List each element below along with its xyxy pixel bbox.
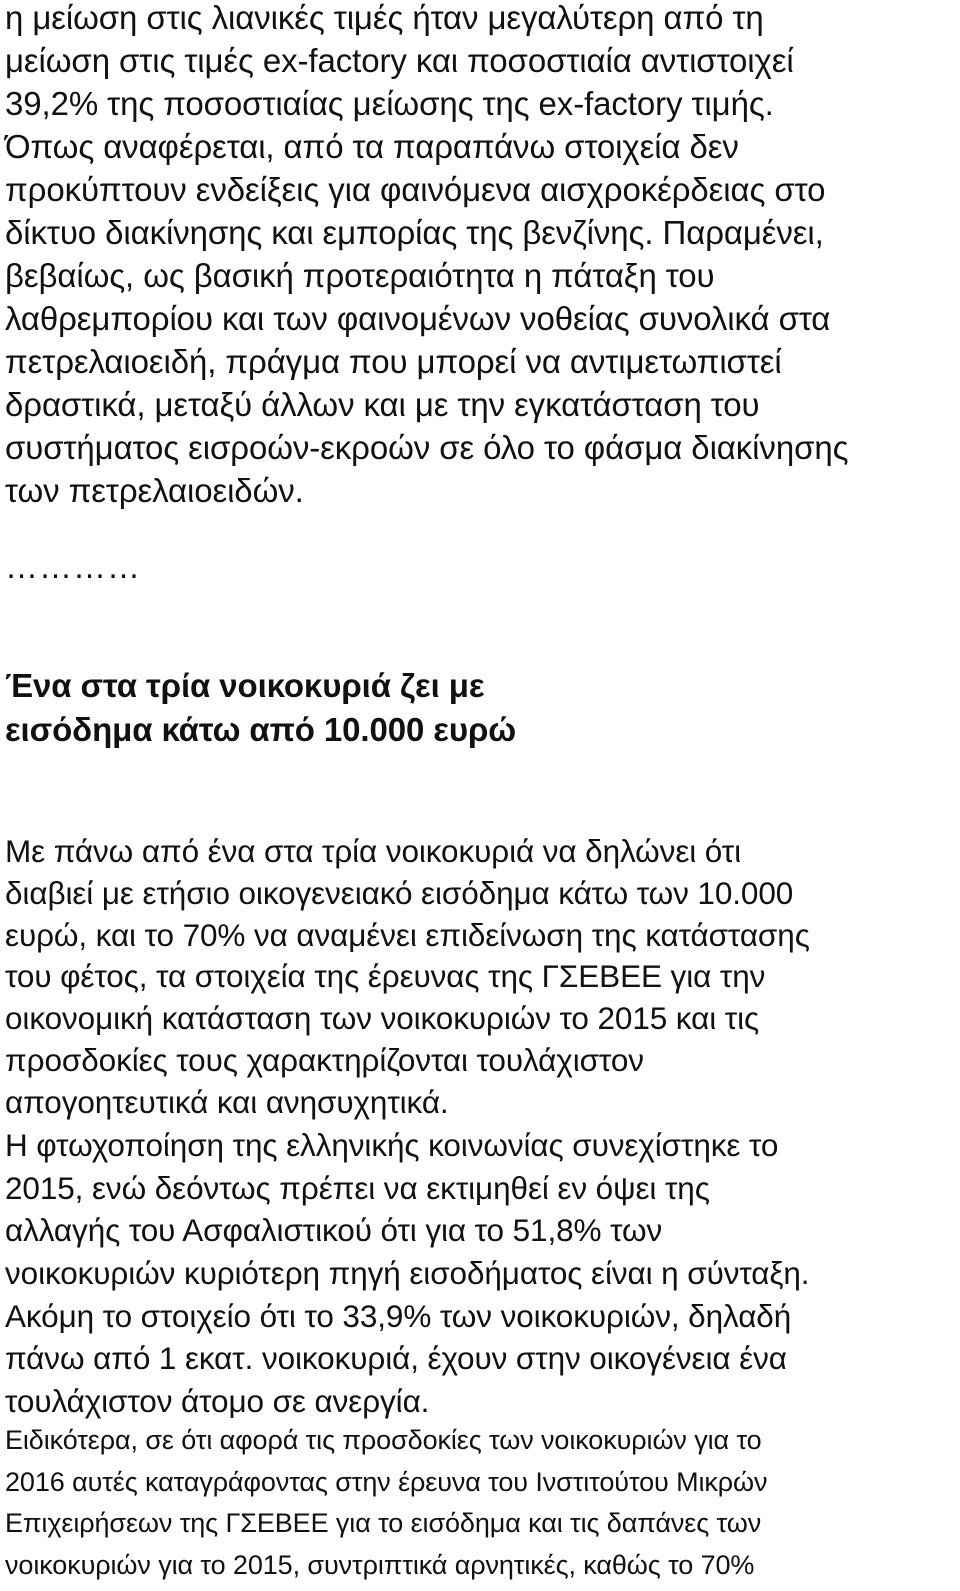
text-line: Η φτωχοποίηση της ελληνικής κοινωνίας συνεχίστηκε το <box>5 1127 779 1163</box>
text-line: νοικοκυριών κυριότερη πηγή εισοδήματος είναι η σύνταξη. <box>5 1255 810 1292</box>
text-line: βεβαίως, ως βασική προτεραιότητα η πάταξη του <box>5 257 715 294</box>
text-line: Ειδικότερα, σε ότι αφορά τις προσδοκίες των νοικοκυριών για το <box>5 1425 762 1455</box>
text-line: δίκτυο διακίνησης και εμπορίας της βενζίνης. Παραμένει, <box>5 214 824 251</box>
text-line: τουλάχιστον άτομο σε ανεργία. <box>5 1383 430 1420</box>
text-line: οικονομική κατάσταση των νοικοκυριών το 2015 και τις <box>5 1000 760 1037</box>
text-line: Με πάνω από ένα στα τρία νοικοκυριά να δηλώνει ότι <box>5 833 742 869</box>
section-separator: ………… <box>5 548 141 585</box>
text-line: προσδοκίες τους χαρακτηρίζονται τουλάχιστον <box>5 1041 644 1078</box>
heading-line: εισόδημα κάτω από 10.000 ευρώ <box>5 711 517 748</box>
text-line: 2016 αυτές καταγράφοντας στην έρευνα του Ινστιτούτου Μικρών <box>5 1466 768 1497</box>
text-line: λαθρεμπορίου και των φαινομένων νοθείας συνολικά στα <box>5 300 831 337</box>
text-line: των πετρελαιοειδών. <box>5 472 304 509</box>
paragraph-expectations <box>5 1420 767 1586</box>
text-line: διαβιεί με ετήσιο οικογενειακό εισόδημα κάτω των 10.000 <box>5 874 794 911</box>
text-line: Όπως αναφέρεται, από τα παραπάνω στοιχεία δεν <box>5 128 739 165</box>
paragraph-household-income <box>5 831 810 1124</box>
paragraph-impoverishment <box>5 1124 809 1423</box>
text-line: 39,2% της ποσοστιαίας μείωσης της ex-factory τιμής. <box>5 85 774 122</box>
text-line: πάνω από 1 εκατ. νοικοκυριά, έχουν στην οικογένεια ένα <box>5 1340 787 1377</box>
text-line: ευρώ, και το 70% να αναμένει επιδείνωση της κατάστασης <box>5 916 810 953</box>
paragraph-retail-prices <box>5 0 848 512</box>
heading-line: Ένα στα τρία νοικοκυριά ζει με <box>5 667 485 704</box>
text-line: αλλαγής του Ασφαλιστικού ότι για το 51,8% των <box>5 1212 663 1249</box>
text-line: Επιχειρήσεων της ΓΣΕΒΕΕ για το εισόδημα και τις δαπάνες των <box>5 1508 762 1538</box>
text-line: συστήματος εισροών-εκροών σε όλο το φάσμα διακίνησης <box>5 429 849 466</box>
text-line: του φέτος, τα στοιχεία της έρευνας της ΓΣΕΒΕΕ για την <box>5 958 766 995</box>
text-line: η μείωση στις λιανικές τιμές ήταν μεγαλύτερη από τη <box>5 0 764 36</box>
text-line: πετρελαιοειδή, πράγμα που μπορεί να αντιμετωπιστεί <box>5 343 782 380</box>
text-line: 2015, ενώ δεόντως πρέπει να εκτιμηθεί εν όψει της <box>5 1169 710 1206</box>
text-line: νοικοκυριών για το 2015, συντριπτικά αρνητικές, καθώς το 70% <box>5 1549 755 1580</box>
text-line: μείωση στις τιμές ex-factory και ποσοστιαία αντιστοιχεί <box>5 42 794 79</box>
text-line: Ακόμη το στοιχείο ότι το 33,9% των νοικοκυριών, δηλαδή <box>5 1297 792 1334</box>
text-line: προκύπτουν ενδείξεις για φαινόμενα αισχροκέρδειας στο <box>5 171 826 208</box>
text-line: απογοητευτικά και ανησυχητικά. <box>5 1083 449 1120</box>
section-heading <box>5 664 516 752</box>
text-line: δραστικά, μεταξύ άλλων και με την εγκατάσταση του <box>5 386 760 423</box>
